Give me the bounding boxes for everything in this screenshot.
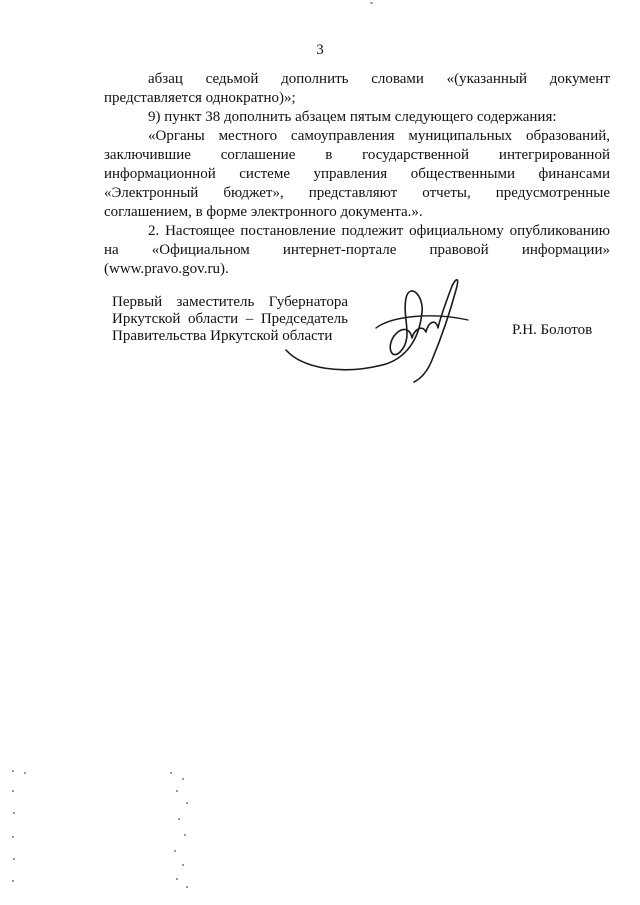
paragraph-publication: 2. Настоящее постановление подлежит официальному опубликованию на «Официальном интернет-портале правовой информации» (www.pravo.gov.ru).	[104, 223, 610, 277]
document-body	[104, 70, 610, 279]
paragraph-item-9: 9) пункт 38 дополнить абзацем пятым следующего содержания:	[148, 109, 557, 125]
signer-position-line1: Первый заместитель Губернатора	[112, 294, 348, 310]
signer-position-line3: Правительства Иркутской области	[112, 328, 333, 344]
scan-mark	[370, 2, 373, 4]
paragraph-amendment-line2: представляется однократно)»;	[104, 90, 296, 106]
signer-name: Р.Н. Болотов	[512, 322, 593, 338]
page-number: 3	[316, 42, 324, 58]
paragraph-amendment-line1: абзац седьмой дополнить словами «(указанный документ	[148, 71, 610, 87]
handwritten-signature	[282, 272, 472, 388]
signer-position-line2: Иркутской области – Председатель	[112, 311, 348, 327]
paragraph-quoted-text: «Органы местного самоуправления муниципальных образований, заключившие соглашение в государственной интегрированной информационной системе управления общественными финансами «Электронный бюджет», представляют отчеты, предусмотренные соглашением, в форме электронного документа.».	[104, 128, 610, 220]
